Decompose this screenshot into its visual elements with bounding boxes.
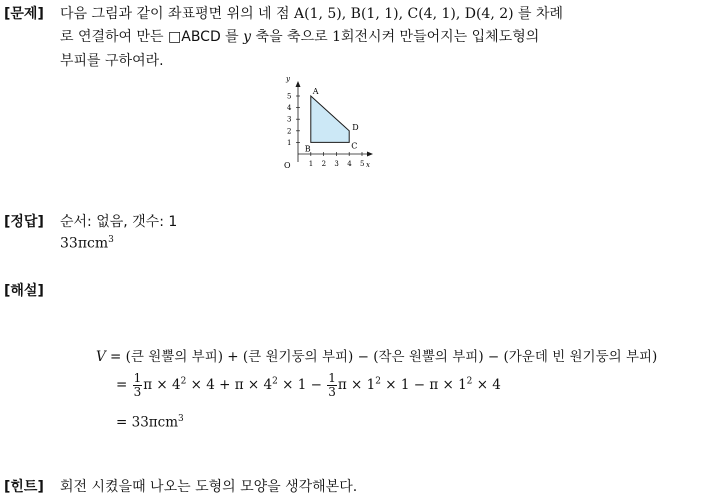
term-a: π × 4 bbox=[143, 377, 181, 393]
problem-variable: y bbox=[243, 29, 252, 45]
problem-line-2-pre: 로 연결하여 만든 □ABCD 를 bbox=[60, 29, 244, 45]
problem-line-1-pre: 다음 그림과 같이 좌표평면 위의 네 점 bbox=[60, 6, 295, 22]
term-d: π × 1 bbox=[337, 377, 376, 393]
problem-line-3: 부피를 구하여라. bbox=[60, 53, 164, 69]
y-tick-label: 5 bbox=[287, 92, 292, 101]
point-label-d: D bbox=[352, 122, 359, 132]
x-axis-arrow bbox=[367, 152, 373, 157]
fraction-numerator: 1 bbox=[133, 371, 142, 385]
final-volume-exponent: 3 bbox=[178, 414, 184, 424]
quadrilateral-abcd bbox=[311, 96, 349, 142]
answer-line-2 bbox=[60, 235, 114, 252]
problem-line-2 bbox=[60, 26, 539, 46]
coordinate-figure bbox=[280, 72, 380, 177]
problem-line-2-post: 회전시켜 만들어지는 입체도형의 bbox=[341, 29, 540, 45]
explanation-equation-1 bbox=[96, 345, 657, 365]
term-b: × 4 + π × 4 bbox=[186, 377, 273, 393]
problem-label: [문제] bbox=[4, 6, 44, 22]
volume-symbol: V bbox=[96, 349, 106, 365]
x-tick-label: 1 bbox=[308, 160, 314, 168]
x-tick-label: 4 bbox=[347, 160, 352, 168]
answer-line-1: 순서: 없음, 갯수: 1 bbox=[60, 214, 178, 230]
x-tick-label: 5 bbox=[360, 160, 365, 168]
volume-decomposition: = (큰 원뿔의 부피) + (큰 원기둥의 부피) − (작은 원뿔의 부피) − (가운데 빈 원기둥의 부피) bbox=[105, 349, 658, 365]
exponent: 2 bbox=[272, 376, 278, 387]
exponent: 2 bbox=[375, 376, 381, 387]
x-axis-label: x bbox=[366, 161, 370, 169]
point-label-c: C bbox=[351, 141, 358, 151]
hint-label: [힌트] bbox=[4, 479, 44, 495]
y-axis-label: y bbox=[286, 75, 290, 83]
term-f: × 4 bbox=[472, 377, 501, 393]
problem-line-2-mid: 축을 축으로 bbox=[251, 29, 333, 45]
point-label-b: B bbox=[304, 144, 311, 154]
origin-label: O bbox=[284, 161, 291, 170]
problem-number: 1 bbox=[332, 29, 341, 45]
problem-points: A(1, 5), B(1, 1), C(4, 1), D(4, 2) bbox=[294, 6, 514, 22]
explanation-label: [해설] bbox=[4, 283, 44, 299]
equals-sign: = bbox=[116, 377, 128, 393]
term-c: × 1 − bbox=[277, 377, 327, 393]
y-axis-arrow bbox=[296, 81, 301, 87]
answer-volume: 33πcm bbox=[60, 235, 109, 252]
fraction-numerator: 1 bbox=[328, 371, 336, 385]
exponent: 2 bbox=[466, 376, 473, 387]
problem-line-1 bbox=[60, 3, 563, 23]
final-volume: = 33πcm bbox=[116, 414, 179, 431]
term-e: × 1 − π × 1 bbox=[380, 377, 467, 393]
x-tick-label: 2 bbox=[321, 160, 327, 168]
y-tick-label: 3 bbox=[287, 115, 292, 124]
point-label-a: A bbox=[312, 87, 319, 96]
hint-text: 회전 시켰을때 나오는 도형의 모양을 생각해본다. bbox=[60, 479, 358, 495]
answer-volume-exponent: 3 bbox=[108, 235, 114, 245]
explanation-equation-3 bbox=[116, 414, 184, 431]
fraction-one-third-1 bbox=[133, 372, 143, 399]
y-tick-label: 2 bbox=[287, 127, 292, 136]
problem-line-1-post: 를 차례 bbox=[513, 6, 564, 22]
y-tick-label: 1 bbox=[287, 138, 292, 147]
fraction-denominator: 3 bbox=[133, 385, 142, 399]
answer-label: [정답] bbox=[4, 214, 44, 230]
exponent: 2 bbox=[180, 376, 187, 387]
fraction-one-third-2 bbox=[327, 372, 337, 399]
y-tick-label: 4 bbox=[287, 104, 292, 113]
x-tick-label: 3 bbox=[334, 160, 339, 168]
explanation-equation-2 bbox=[116, 372, 501, 399]
fraction-denominator: 3 bbox=[328, 385, 336, 399]
